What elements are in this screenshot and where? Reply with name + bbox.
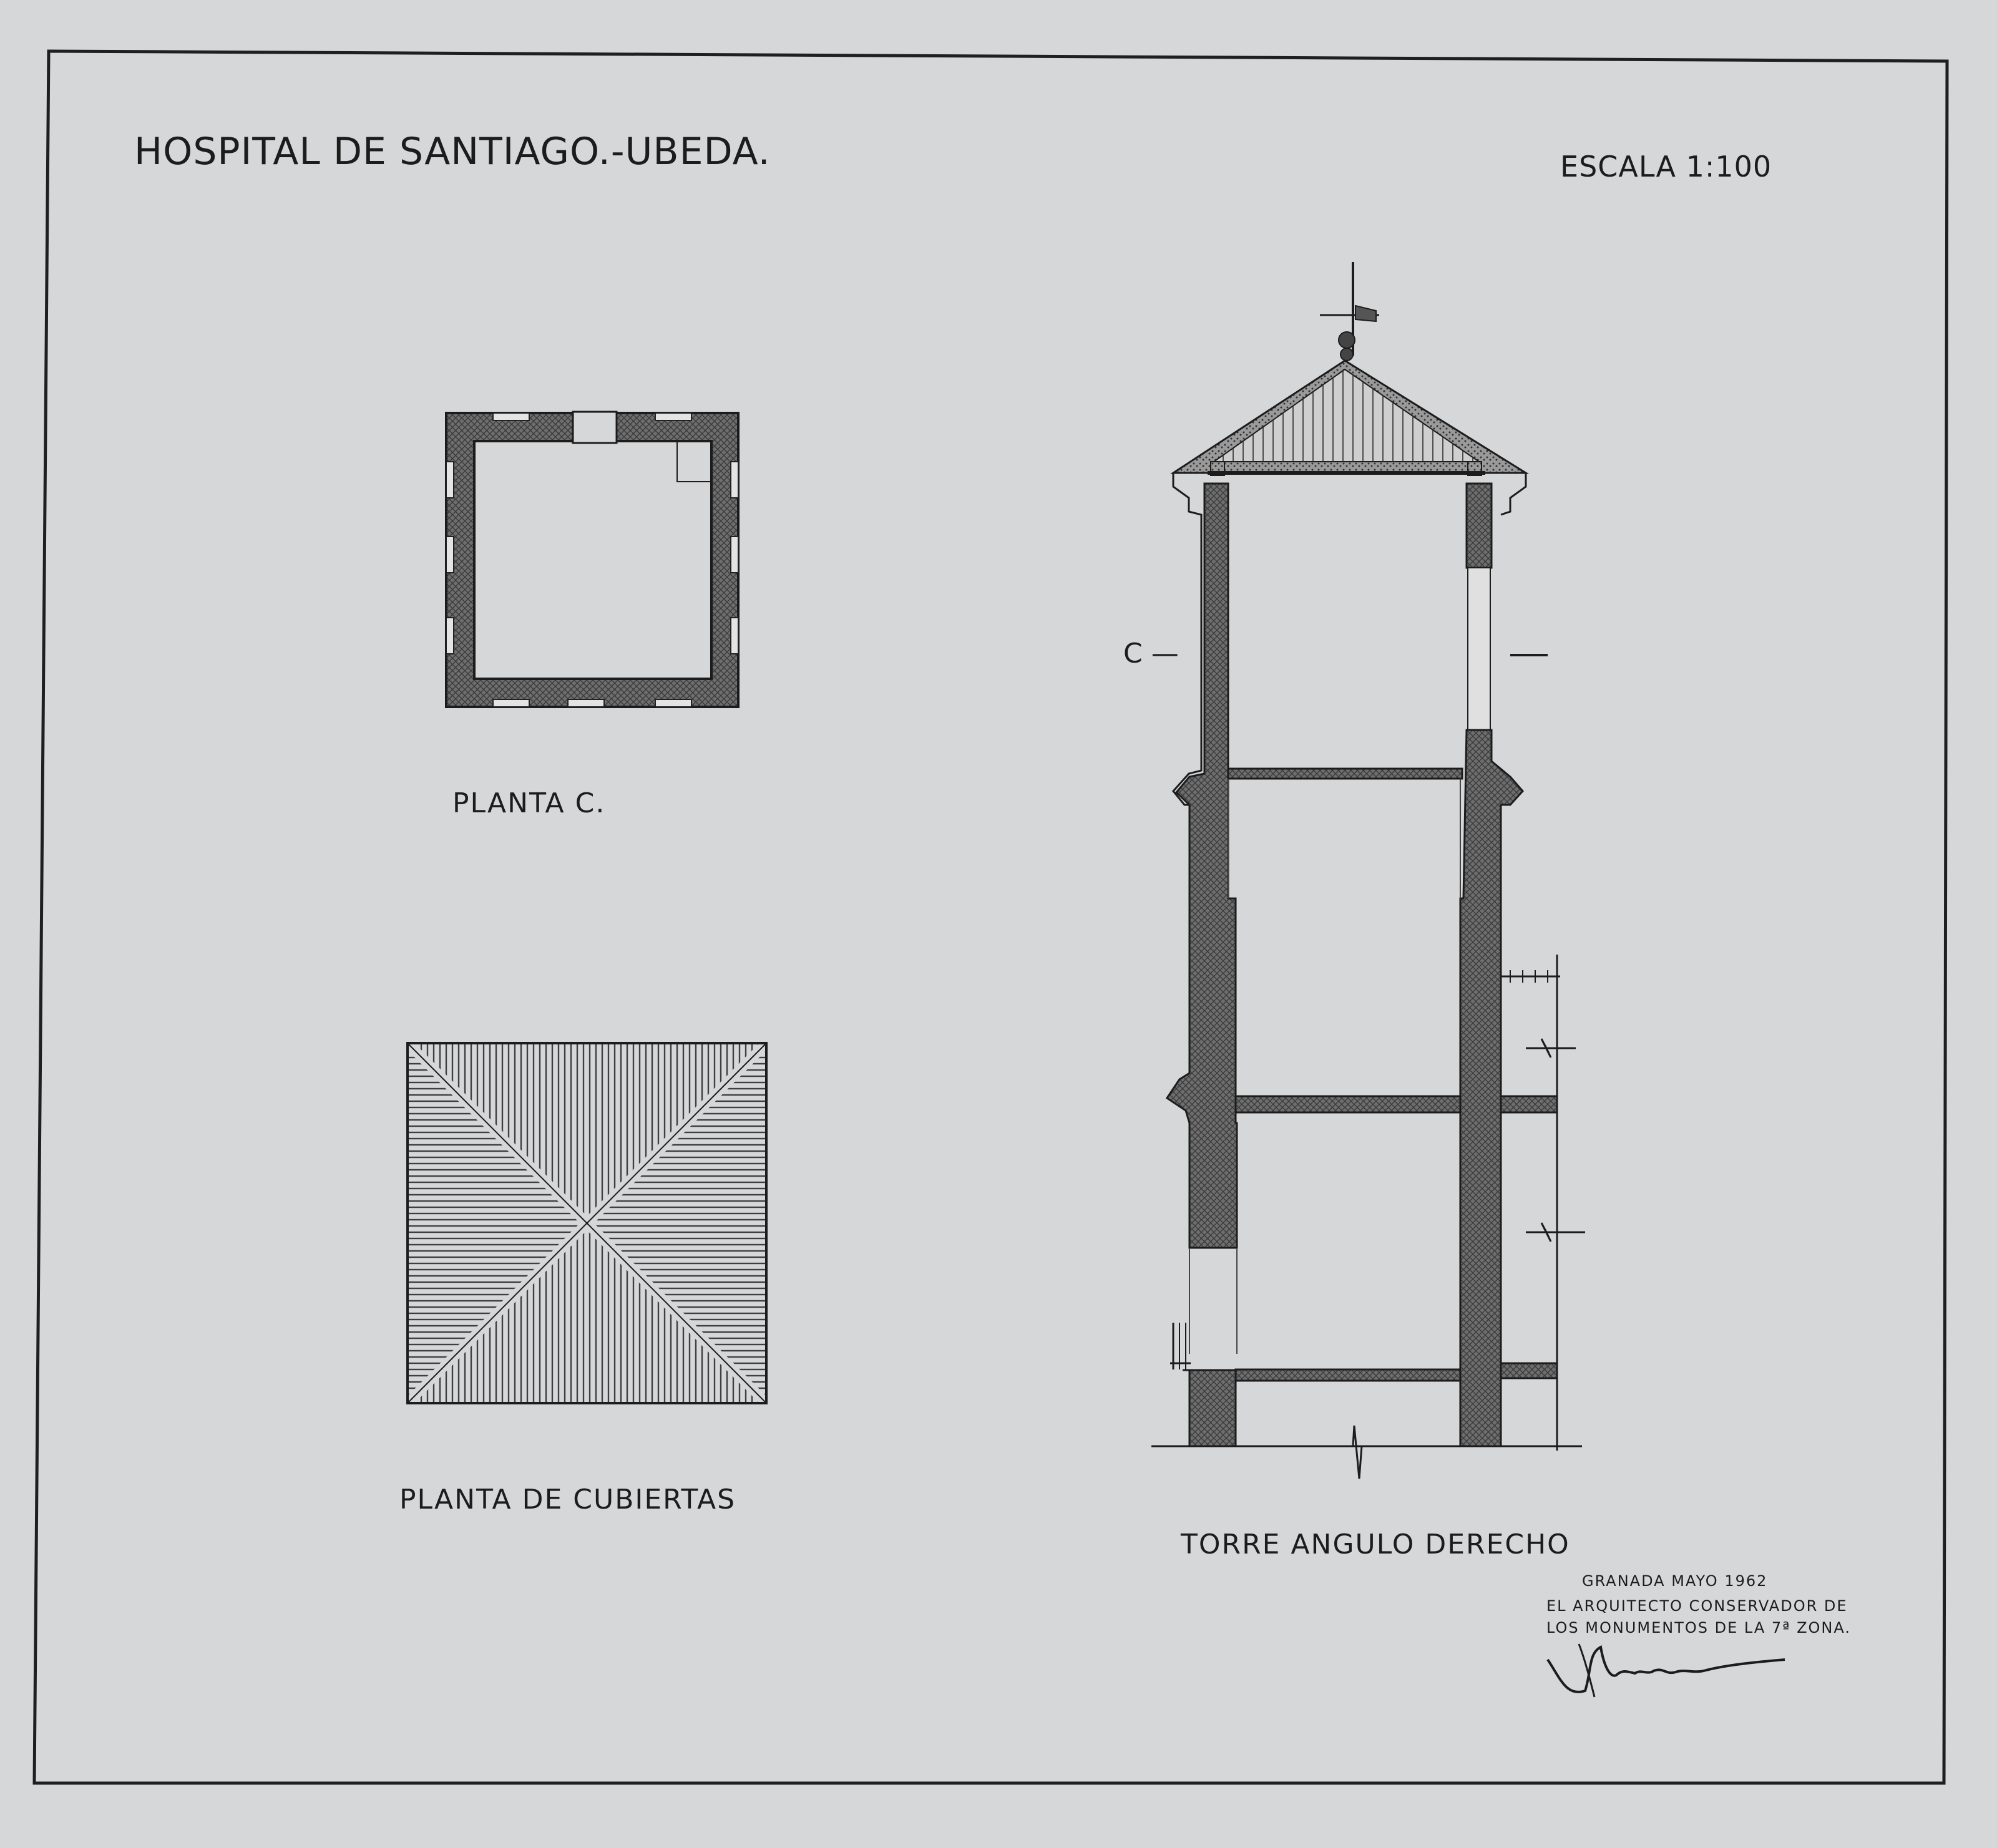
- torre-label: TORRE ANGULO DERECHO: [1181, 1529, 1570, 1560]
- drawing-title: HOSPITAL DE SANTIAGO.-UBEDA.: [134, 130, 771, 173]
- planta-c-label: PLANTA C.: [452, 787, 606, 819]
- torre-section: [1151, 262, 1585, 1479]
- section-mark-label: C —: [1123, 638, 1179, 669]
- planta-cubiertas-plan: [408, 1043, 766, 1403]
- planta-c-plan: [446, 412, 738, 707]
- planta-cubiertas-label: PLANTA DE CUBIERTAS: [399, 1484, 736, 1515]
- signature-date: GRANADA MAYO 1962: [1582, 1572, 1768, 1590]
- signature-title-2: LOS MONUMENTOS DE LA 7ª ZONA.: [1546, 1619, 1851, 1636]
- scale-label: ESCALA 1:100: [1560, 150, 1772, 183]
- sheet-frame: [34, 51, 1947, 1783]
- handwritten-signature: [1541, 1635, 1804, 1703]
- signature-title-1: EL ARQUITECTO CONSERVADOR DE: [1546, 1597, 1848, 1615]
